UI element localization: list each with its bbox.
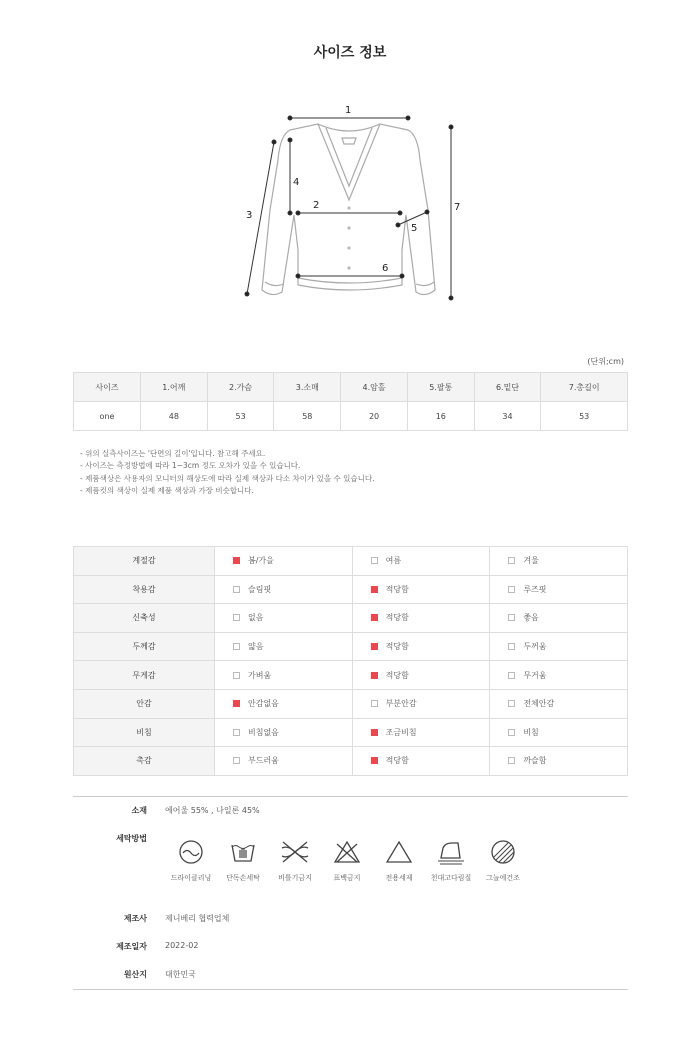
attribute-option: [352, 747, 490, 776]
unchecked-box-icon: [508, 643, 515, 650]
note: - 위의 실측사이즈는 '단면의 길이'입니다. 참고해 주세요.: [80, 449, 266, 458]
size-cell: 58: [274, 402, 341, 431]
size-header-row: [74, 373, 628, 402]
size-cell: 34: [474, 402, 541, 431]
attribute-label: 계절감: [74, 547, 215, 576]
attribute-option: [215, 718, 353, 747]
wash-item: [321, 839, 373, 883]
attribute-table: [73, 546, 628, 776]
size-header: 3.소매: [274, 373, 341, 402]
note: - 사이즈는 측정방법에 따라 1~3cm 정도 오차가 있을 수 있습니다.: [80, 461, 301, 471]
origin-label: 원산지: [123, 970, 147, 979]
label-5: 5: [411, 223, 418, 234]
attribute-option: [490, 547, 628, 576]
size-header: 6.밑단: [474, 373, 541, 402]
unchecked-box-icon: [371, 557, 378, 564]
size-header: 2.가슴: [207, 373, 274, 402]
unchecked-box-icon: [508, 729, 515, 736]
attribute-option: [490, 689, 628, 718]
unchecked-box-icon: [508, 557, 515, 564]
wash-label: 비틀기금지: [278, 874, 312, 882]
attribute-row: [74, 575, 628, 604]
wash-label: 전용세제: [385, 874, 413, 882]
label-7: 7: [454, 202, 461, 213]
attribute-option-label: 없음: [248, 613, 264, 623]
size-cell: 53: [541, 402, 628, 431]
unchecked-box-icon: [233, 586, 240, 593]
hand-wash-icon: [229, 839, 257, 865]
attribute-option: [490, 718, 628, 747]
size-notes: [80, 448, 375, 497]
checked-box-icon: [371, 643, 378, 650]
attribute-option-label: 루즈핏: [523, 584, 547, 594]
attribute-option-label: 얇음: [248, 642, 264, 652]
wash-label: 드라이클리닝: [170, 874, 212, 882]
attribute-row: [74, 632, 628, 661]
attribute-label: 착용감: [74, 575, 215, 604]
attribute-option-label: 봄/가을: [248, 556, 274, 566]
attribute-row: [74, 747, 628, 776]
dry-clean-icon: [177, 839, 205, 865]
attribute-option-label: 비침: [523, 727, 539, 737]
attribute-option: [490, 661, 628, 690]
attribute-option-label: 가벼움: [248, 670, 272, 680]
attribute-option: [215, 689, 353, 718]
attribute-option: [490, 747, 628, 776]
attribute-option-label: 안감없음: [248, 699, 279, 709]
attribute-option-label: 까슬함: [523, 756, 547, 766]
date-label: 제조일자: [116, 942, 147, 951]
page-title: 사이즈 정보: [313, 45, 387, 61]
size-table: [73, 372, 628, 431]
attribute-row: [74, 718, 628, 747]
no-bleach-icon: [333, 839, 361, 865]
attribute-option: [352, 604, 490, 633]
attribute-label: 신축성: [74, 604, 215, 633]
attribute-row: [74, 604, 628, 633]
size-cell: one: [74, 402, 141, 431]
attribute-option-label: 슬림핏: [248, 584, 272, 594]
origin-value: 대한민국: [165, 970, 196, 979]
attribute-label: 안감: [74, 689, 215, 718]
attribute-option: [490, 604, 628, 633]
mild-detergent-icon: [385, 839, 413, 865]
date-value: 2022-02: [165, 941, 199, 950]
attribute-option-label: 적당함: [385, 642, 409, 652]
wash-label: 천대고다림질: [430, 874, 472, 882]
attribute-option-label: 비침없음: [248, 727, 279, 737]
attribute-row: [74, 689, 628, 718]
wash-item: [165, 839, 217, 883]
attribute-label: 두께감: [74, 632, 215, 661]
attribute-option-label: 적당함: [385, 756, 409, 766]
size-header: 5.팔통: [407, 373, 474, 402]
unchecked-box-icon: [233, 729, 240, 736]
checked-box-icon: [233, 700, 240, 707]
attribute-option-label: 두꺼움: [523, 642, 547, 652]
wash-item: [373, 839, 425, 883]
attribute-option-label: 좋음: [523, 613, 539, 623]
unchecked-box-icon: [508, 672, 515, 679]
attribute-option-label: 여름: [385, 556, 402, 566]
attribute-option: [215, 661, 353, 690]
label-6: 6: [382, 263, 389, 274]
attribute-option-label: 적당함: [385, 613, 409, 623]
attribute-option-label: 부드러움: [248, 756, 279, 766]
attribute-option: [352, 632, 490, 661]
size-cell: 48: [140, 402, 207, 431]
wash-item: [217, 839, 269, 883]
label-3: 3: [246, 210, 253, 221]
no-wring-icon: [280, 839, 310, 865]
size-cell: 53: [207, 402, 274, 431]
unchecked-box-icon: [233, 672, 240, 679]
label-2: 2: [313, 200, 320, 211]
size-header: 사이즈: [74, 373, 141, 402]
attribute-option: [352, 718, 490, 747]
iron-cloth-icon: [436, 839, 466, 865]
attribute-label: 무게감: [74, 661, 215, 690]
size-row: [74, 402, 628, 431]
label-4: 4: [293, 177, 300, 188]
attribute-option: [215, 575, 353, 604]
attribute-option: [352, 575, 490, 604]
size-cell: 16: [407, 402, 474, 431]
attribute-option-label: 적당함: [385, 670, 409, 680]
checked-box-icon: [371, 586, 378, 593]
maker-value: 제니베리 협력업체: [165, 914, 230, 923]
wash-item: [425, 839, 477, 883]
product-info: [73, 796, 628, 990]
attribute-label: 촉감: [74, 747, 215, 776]
wash-item: [269, 839, 321, 883]
checked-box-icon: [371, 672, 378, 679]
attribute-option: [490, 632, 628, 661]
attribute-option: [352, 689, 490, 718]
attribute-row: [74, 661, 628, 690]
note: - 제품컷의 색상이 실제 제품 색상과 가장 비슷합니다.: [80, 485, 254, 495]
material-value: 에어울 55% , 나일론 45%: [165, 806, 260, 815]
unchecked-box-icon: [508, 586, 515, 593]
attribute-option: [215, 547, 353, 576]
unit-label: (단위;cm): [587, 357, 624, 366]
wash-label: 단독손세탁: [226, 874, 260, 882]
attribute-row: [74, 547, 628, 576]
unchecked-box-icon: [233, 614, 240, 621]
attribute-option: [215, 604, 353, 633]
unchecked-box-icon: [508, 757, 515, 764]
attribute-option-label: 조금비침: [385, 727, 417, 737]
attribute-option: [215, 632, 353, 661]
attribute-option: [490, 575, 628, 604]
unchecked-box-icon: [371, 700, 378, 707]
checked-box-icon: [371, 614, 378, 621]
wash-label: 그늘에건조: [486, 874, 520, 882]
label-1: 1: [345, 105, 352, 116]
note: - 제품색상은 사용자의 모니터의 해상도에 따라 실제 색상과 다소 차이가 있을 수 있습니다.: [80, 473, 375, 483]
shade-dry-icon: [489, 839, 517, 865]
checked-box-icon: [371, 729, 378, 736]
attribute-option-label: 부분안감: [385, 699, 417, 709]
washing-label: 세탁방법: [116, 834, 147, 843]
attribute-option: [352, 661, 490, 690]
unchecked-box-icon: [233, 757, 240, 764]
wash-label: 표백금지: [333, 874, 361, 882]
wash-item: [477, 839, 529, 883]
attribute-option: [215, 747, 353, 776]
unchecked-box-icon: [508, 700, 515, 707]
size-cell: 20: [341, 402, 408, 431]
size-header: 4.암홀: [341, 373, 408, 402]
size-header: 1.어깨: [140, 373, 207, 402]
attribute-label: 비침: [74, 718, 215, 747]
unchecked-box-icon: [508, 614, 515, 621]
attribute-option: [352, 547, 490, 576]
attribute-option-label: 전체안감: [523, 699, 555, 709]
checked-box-icon: [371, 757, 378, 764]
checked-box-icon: [233, 557, 240, 564]
maker-label: 제조사: [123, 914, 147, 923]
material-label: 소재: [131, 806, 147, 815]
cardigan-measurement-diagram: [230, 100, 470, 310]
unchecked-box-icon: [233, 643, 240, 650]
attribute-option-label: 적당함: [385, 584, 409, 594]
attribute-option-label: 무거움: [523, 670, 547, 680]
size-header: 7.총길이: [541, 373, 628, 402]
attribute-option-label: 겨울: [523, 556, 539, 566]
